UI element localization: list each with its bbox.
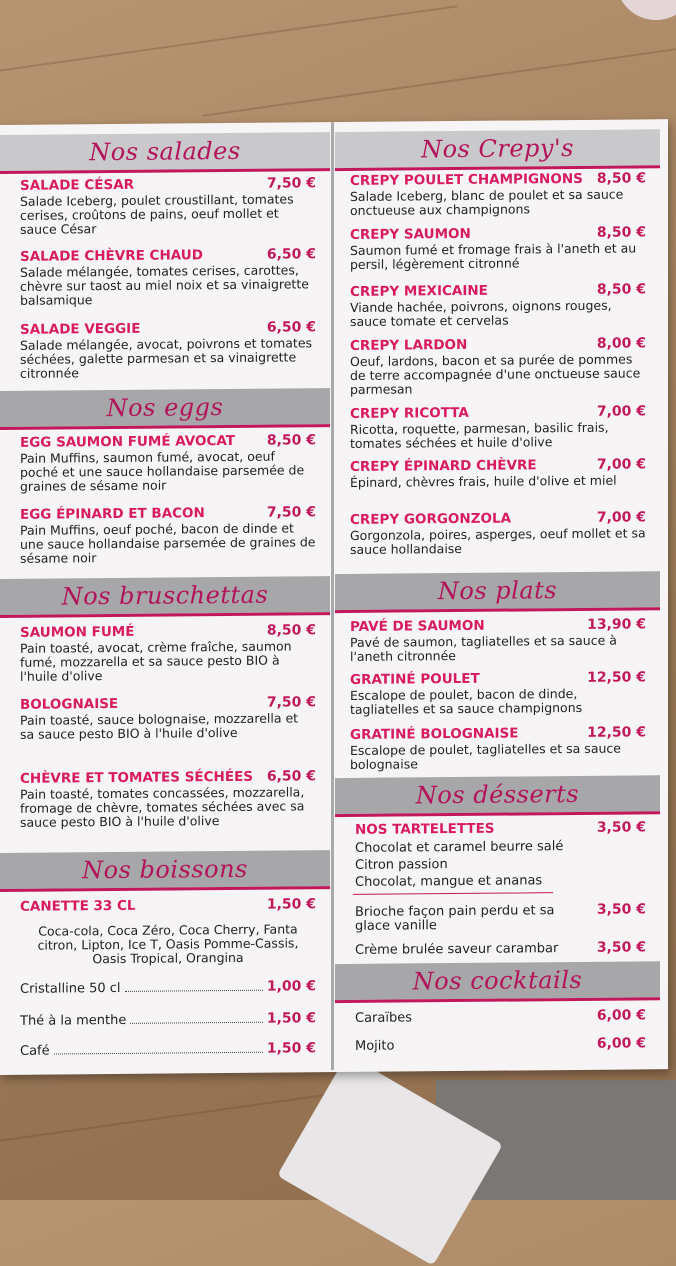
wood-grain (0, 1092, 338, 1150)
column-divider (331, 122, 334, 1070)
section-title-desserts: Nos désserts (415, 779, 580, 810)
menu-item (20, 246, 316, 308)
menu-item (350, 669, 646, 717)
cocktail-row (355, 1007, 646, 1026)
section-band-bruschettas (0, 576, 330, 615)
item-description: Ricotta, roquette, parmesan, basilic frais, tomates séchées et huile d'olive (350, 419, 609, 451)
item-price: 8,50 € (596, 170, 646, 187)
menu-item-brioche (355, 901, 646, 934)
cocktail-price: 6,00 € (596, 1035, 646, 1052)
section-title-cocktails: Nos cocktails (412, 965, 583, 996)
drink-row (20, 1040, 316, 1059)
item-description: Oeuf, lardons, bacon et sa purée de pommes de terre accompagnée d'une onctueuse sauce parmesan (350, 351, 641, 397)
item-description: Salade Iceberg, blanc de poulet et sa sauce onctueuse aux champignons (350, 186, 624, 218)
item-name: CANETTE 33 CL (20, 897, 136, 915)
section-title-bruschettas: Nos bruschettas (61, 580, 269, 611)
menu-item (20, 622, 316, 684)
menu-item (350, 335, 646, 397)
section-band-boissons (0, 850, 330, 889)
item-name: CREPY SAUMON (350, 225, 471, 243)
right-column (335, 119, 660, 1054)
item-price: 6,50 € (266, 319, 316, 336)
wood-grain (202, 45, 676, 117)
item-price: 6,50 € (266, 246, 316, 263)
drink-name: Cristalline 50 cl (20, 980, 121, 997)
menu-card (0, 119, 668, 1075)
leader-dots (130, 1022, 262, 1024)
item-price: 12,50 € (587, 669, 646, 686)
cocktail-row (355, 1035, 646, 1054)
section-title-plats: Nos plats (437, 576, 558, 606)
cocktail-name: Caraïbes (355, 1010, 412, 1026)
item-price: 3,50 € (596, 819, 646, 836)
drink-name: Café (20, 1043, 50, 1059)
menu-item-creme (355, 939, 646, 958)
item-name: CHÈVRE ET TOMATES SÉCHÉES (20, 768, 254, 787)
item-description: Gorgonzola, poires, asperges, oeuf mollet et sa sauce hollandaise (350, 525, 646, 557)
item-name: GRATINÉ POULET (350, 670, 480, 688)
item-description: Pain Muffins, saumon fumé, avocat, oeuf poché et une sauce hollandaise parsemée de graines de sésame noir (20, 448, 305, 494)
drink-name: Thé à la menthe (20, 1012, 127, 1029)
drink-price: 1,00 € (266, 978, 316, 995)
menu-item (350, 456, 646, 490)
section-band-plats (335, 571, 660, 610)
item-description: Pain toasté, sauce bolognaise, mozzarella et sa sauce pesto BIO à l'huile d'olive (20, 710, 299, 742)
wood-grain (0, 5, 458, 77)
item-price: 8,50 € (266, 432, 316, 449)
section-band-crepys (335, 129, 660, 168)
section-title-crepys: Nos Crepy's (421, 133, 574, 164)
menu-item (350, 724, 646, 772)
item-name: CREPY MEXICAINE (350, 282, 488, 300)
item-name: SALADE CÉSAR (20, 176, 135, 194)
menu-item (20, 504, 316, 566)
item-name: PAVÉ DE SAUMON (350, 617, 485, 635)
item-price: 3,50 € (596, 901, 646, 918)
item-name: SALADE VEGGIE (20, 320, 141, 338)
section-band-cocktails (335, 961, 660, 1000)
menu-item-tartelettes (355, 819, 646, 838)
item-price: 7,50 € (266, 694, 316, 711)
item-price: 8,50 € (266, 622, 316, 639)
flavour-line: Chocolat, mangue et ananas (355, 873, 543, 890)
drink-price: 1,50 € (266, 1010, 316, 1027)
item-price: 8,50 € (596, 224, 646, 241)
item-description: Salade mélangée, avocat, poivrons et tomates séchées, galette parmesan et sa vinaigrette citronnée (20, 335, 313, 381)
item-name: CREPY GORGONZOLA (350, 510, 512, 528)
item-name: EGG SAUMON FUMÉ AVOCAT (20, 432, 235, 451)
section-title-salades: Nos salades (89, 136, 241, 167)
item-description: Salade Iceberg, poulet croustillant, tomates cerises, croûtons de pains, oeuf mollet et sauce César (20, 191, 294, 237)
section-band-desserts (335, 775, 660, 814)
section-band-eggs (0, 388, 330, 427)
item-name: GRATINÉ BOLOGNAISE (350, 725, 519, 743)
menu-item (350, 224, 646, 272)
item-name: SAUMON FUMÉ (20, 623, 135, 641)
item-description: Pain Muffins, oeuf poché, bacon de dinde et une sauce hollandaise parsemée de graines de sésame noir (20, 520, 316, 566)
cocktail-name: Mojito (355, 1038, 395, 1054)
section-title-boissons: Nos boissons (82, 854, 248, 885)
item-price: 12,50 € (587, 724, 646, 741)
item-description: Pavé de saumon, tagliatelles et sa sauce à l'aneth citronnée (350, 632, 617, 664)
item-price: 7,00 € (596, 403, 646, 420)
cocktail-price: 6,00 € (596, 1007, 646, 1024)
item-price: 7,50 € (266, 504, 316, 521)
drink-row (20, 978, 316, 997)
item-price: 7,00 € (596, 509, 646, 526)
item-description: Escalope de poulet, bacon de dinde, tagliatelles et sa sauce champignons (350, 685, 583, 717)
item-description: Épinard, chèvres frais, huile d'olive et miel (350, 472, 617, 490)
item-name: CREPY RICOTTA (350, 404, 469, 422)
menu-item (350, 281, 646, 329)
plate-corner (616, 0, 676, 20)
menu-item (350, 170, 646, 218)
item-name: CREPY ÉPINARD CHÈVRE (350, 457, 537, 475)
item-price: 3,50 € (596, 939, 646, 956)
menu-item-canette (20, 896, 316, 915)
menu-item (350, 616, 646, 664)
flavour-underline (353, 892, 553, 895)
menu-item (350, 509, 646, 557)
flavour-line: Citron passion (355, 857, 448, 873)
menu-item (350, 403, 646, 451)
item-price: 7,00 € (596, 456, 646, 473)
drinks-list: Coca-cola, Coca Zéro, Coca Cherry, Fanta citron, Lipton, Ice T, Oasis Pomme-Cassis, Oasis Tropical, Orangina (37, 921, 299, 967)
item-name: Crème brulée saveur carambar (355, 941, 559, 958)
item-name: CREPY LARDON (350, 336, 468, 354)
item-name: SALADE CHÈVRE CHAUD (20, 247, 203, 265)
item-description: Salade mélangée, tomates cerises, carottes, chèvre sur taost au miel noix et sa vinaigrette balsamique (20, 262, 309, 308)
flavour-line: Chocolat et caramel beurre salé (355, 839, 564, 856)
item-price: 8,00 € (596, 335, 646, 352)
item-name: Brioche façon pain perdu et sa glace vanille (355, 903, 555, 934)
item-price: 7,50 € (266, 175, 316, 192)
item-description: Pain toasté, tomates concassées, mozzarella, fromage de chèvre, tomates séchées avec sa sauce pesto BIO à l'huile d'olive (20, 784, 305, 830)
item-description: Saumon fumé et fromage frais à l'aneth et au persil, légèrement citronné (350, 240, 637, 272)
item-description: Viande hachée, poivrons, oignons rouges, sauce tomate et cervelas (350, 297, 612, 329)
drink-price: 1,50 € (266, 1040, 316, 1057)
menu-item (20, 175, 316, 237)
menu-item (20, 319, 316, 381)
item-name: EGG ÉPINARD ET BACON (20, 505, 205, 523)
left-column (0, 122, 330, 1059)
section-band-salades (0, 132, 330, 171)
leader-dots (125, 990, 263, 992)
section-title-eggs: Nos eggs (106, 393, 224, 423)
drink-row (20, 1010, 316, 1029)
tartelette-flavours (355, 837, 640, 890)
item-price: 1,50 € (266, 896, 316, 913)
item-price: 6,50 € (266, 768, 316, 785)
item-name: NOS TARTELETTES (355, 820, 495, 838)
item-price: 8,50 € (596, 281, 646, 298)
item-price: 13,90 € (587, 616, 646, 633)
menu-item (20, 432, 316, 494)
item-name: BOLOGNAISE (20, 695, 119, 713)
item-description: Pain toasté, avocat, crème fraîche, saumon fumé, mozzarella et sa sauce pesto BIO à l'huile d'olive (20, 638, 292, 684)
leader-dots (54, 1052, 263, 1055)
menu-item (20, 694, 316, 742)
item-name: CREPY POULET CHAMPIGNONS (350, 170, 583, 189)
item-description: Escalope de poulet, tagliatelles et sa sauce bolognaise (350, 740, 621, 772)
menu-item (20, 768, 316, 830)
